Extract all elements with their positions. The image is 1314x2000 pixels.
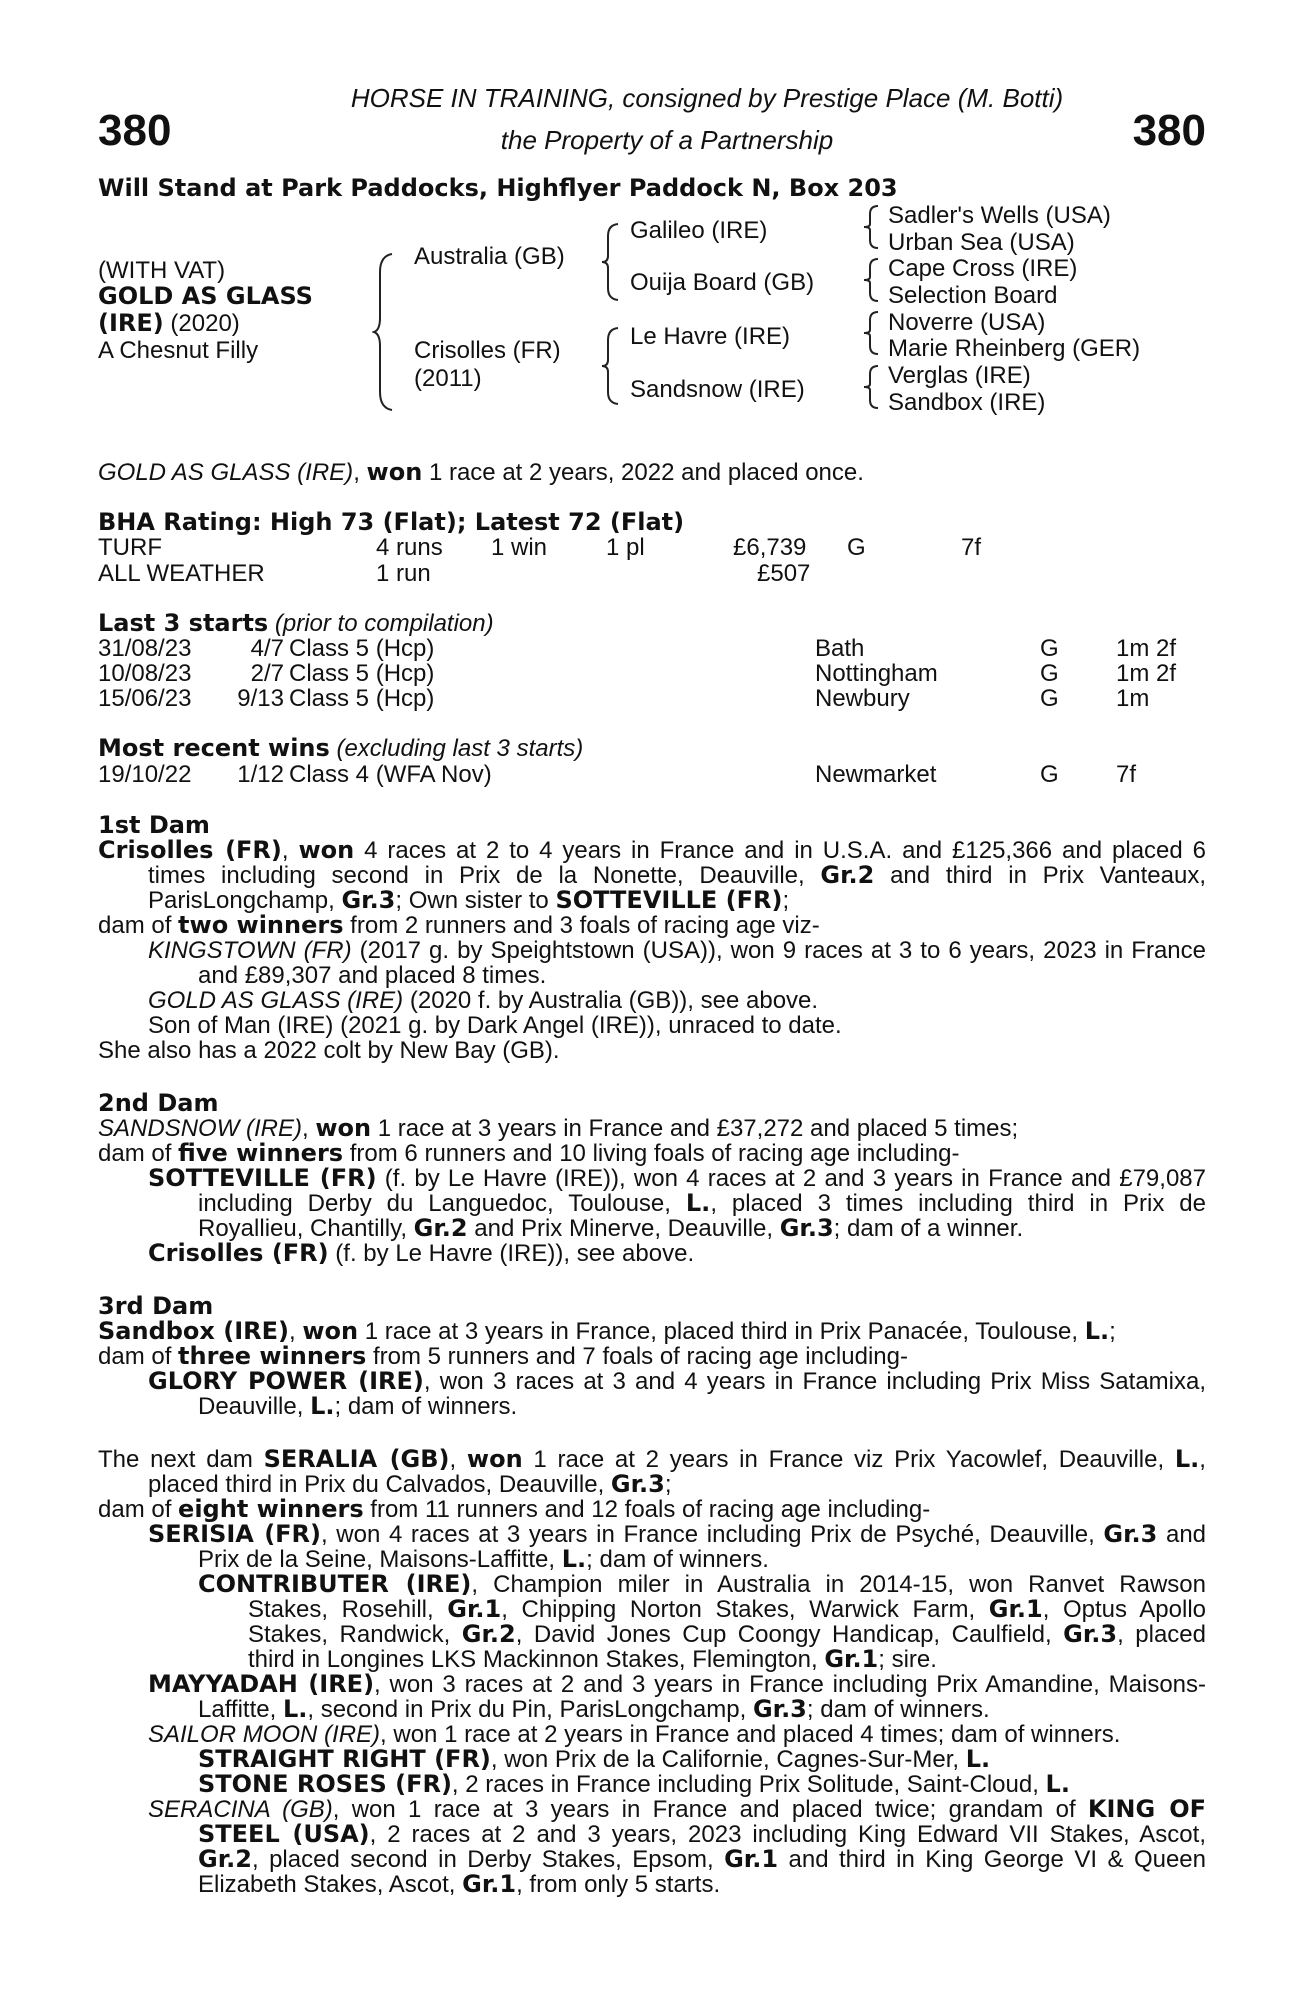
pedigree-dam-sire: Le Havre (IRE) <box>630 323 791 350</box>
rating-heading: BHA Rating: High 73 (Flat); Latest 72 (Flat) <box>98 508 685 536</box>
first-dam-foal-note: She also has a 2022 colt by New Bay (GB). <box>98 1037 560 1064</box>
first-dam-produce-summary: dam of two winners from 2 runners and 3 foals of racing age viz- <box>98 911 820 939</box>
next-dam-section <box>98 1447 1206 1897</box>
produce-serisia: SERISIA (FR), won 4 races at 3 years in France including Prix de Psyché, Deauville, Gr.3 and Prix de la Seine, Maisons-Laffitte, L.; dam of winners. <box>148 1520 1207 1573</box>
pedigree-dam-year: (2011) <box>414 365 482 392</box>
pedigree-sire: Australia (GB) <box>414 243 565 270</box>
first-dam-record: Crisolles (FR), won 4 races at 2 to 4 years in France and in U.S.A. and £125,366 and placed 6 times including second in Prix de la Nonette, Deauville, Gr.2 and third in Prix Vanteaux, ParisLongchamp, Gr.3; Own sister to SOTTEVILLE (FR); <box>98 836 1206 914</box>
pedigree-brace-g2 <box>862 257 880 303</box>
pedigree-g5: Noverre (USA) <box>888 309 1046 336</box>
pedigree-brace-g4 <box>862 364 880 410</box>
pedigree-brace-main <box>372 252 394 412</box>
third-dam-record: Sandbox (IRE), won 1 race at 3 years in France, placed third in Prix Panacée, Toulouse, L.; <box>98 1317 1116 1345</box>
horse-description: A Chesnut Filly <box>98 337 259 364</box>
produce-sailor-moon: SAILOR MOON (IRE), won 1 race at 2 years in France and placed 4 times; dam of winners. <box>148 1721 1121 1748</box>
first-dam-section <box>98 813 1206 1063</box>
sale-title: HORSE IN TRAINING, consigned by Prestige Place (M. Botti) <box>350 83 1064 113</box>
pedigree-dam-dam: Sandsnow (IRE) <box>630 376 805 403</box>
next-dam-produce-summary: dam of eight winners from 11 runners and 12 foals of racing age including- <box>98 1495 931 1523</box>
produce-stone-roses: STONE ROSES (FR), 2 races in France including Prix Solitude, Saint-Cloud, L. <box>198 1770 1070 1798</box>
pedigree-g4: Selection Board <box>888 282 1058 309</box>
stable-location: Will Stand at Park Paddocks, Highflyer Paddock N, Box 203 <box>98 174 898 202</box>
second-dam-record: SANDSNOW (IRE), won 1 race at 3 years in France and £37,272 and placed 5 times; <box>98 1114 1019 1142</box>
pedigree-g6: Marie Rheinberg (GER) <box>888 335 1141 362</box>
second-dam-produce-summary: dam of five winners from 6 runners and 10 living foals of racing age including- <box>98 1139 960 1167</box>
lot-number-right: 380 <box>1132 106 1206 155</box>
produce-seracina: SERACINA (GB), won 1 race at 3 years in France and placed twice; grandam of KING OF STEEL (USA), 2 races at 2 and 3 years, 2023 including King Edward VII Stakes, Ascot, Gr.2, placed second in Derby Stakes, Epsom, Gr.1 and third in King George VI & Queen Elizabeth Stakes, Ascot, Gr.1, from only 5 starts. <box>148 1795 1206 1898</box>
lot-number-left: 380 <box>98 106 172 155</box>
third-dam-section <box>98 1294 1206 1419</box>
pedigree-brace-g3 <box>862 310 880 356</box>
pedigree-g8: Sandbox (IRE) <box>888 389 1046 416</box>
pedigree-g2: Urban Sea (USA) <box>888 229 1075 256</box>
pedigree-brace-g1 <box>862 204 880 250</box>
third-dam-heading: 3rd Dam <box>98 1292 214 1320</box>
produce-mayyadah: MAYYADAH (IRE), won 3 races at 2 and 3 years in France including Prix Amandine, Maisons-Laffitte, L., second in Prix du Pin, ParisLongchamp, Gr.3; dam of winners. <box>148 1670 1207 1723</box>
second-dam-section <box>98 1091 1206 1266</box>
ownership-line: the Property of a Partnership <box>500 125 834 155</box>
pedigree-brace-sire <box>600 222 620 302</box>
pedigree-g1: Sadler's Wells (USA) <box>888 202 1111 229</box>
produce-contributer: CONTRIBUTER (IRE), Champion miler in Australia in 2014-15, won Ranvet Rawson Stakes, Rosehill, Gr.1, Chipping Norton Stakes, Warwick Farm, Gr.1, Optus Apollo Stakes, Randwick, Gr.2, David Jones Cup Coongy Handicap, Caulfield, Gr.3, placed third in Longines LKS Mackinnon Stakes, Flemington, Gr.1; sire. <box>198 1570 1207 1673</box>
pedigree-g3: Cape Cross (IRE) <box>888 255 1078 282</box>
pedigree-g7: Verglas (IRE) <box>888 362 1031 389</box>
produce-crisolles: Crisolles (FR) (f. by Le Havre (IRE)), see above. <box>148 1239 695 1267</box>
pedigree-dam: Crisolles (FR) <box>414 337 561 364</box>
produce-kingstown: KINGSTOWN (FR) (2017 g. by Speightstown (USA)), won 9 races at 3 to 6 years, 2023 in France and £89,307 and placed 8 times. <box>148 937 1206 989</box>
horse-name-suffix: (IRE) (2020) <box>98 309 240 337</box>
pedigree-brace-dam <box>600 326 620 406</box>
first-dam-heading: 1st Dam <box>98 811 210 839</box>
horse-name: GOLD AS GLASS <box>98 282 313 310</box>
produce-straight-right: STRAIGHT RIGHT (FR), won Prix de la Californie, Cagnes-Sur-Mer, L. <box>198 1745 991 1773</box>
race-summary: GOLD AS GLASS (IRE), won 1 race at 2 years, 2022 and placed once. <box>98 458 864 486</box>
produce-gold-as-glass: GOLD AS GLASS (IRE) (2020 f. by Australia (GB)), see above. <box>148 987 819 1014</box>
third-dam-produce-summary: dam of three winners from 5 runners and 7 foals of racing age including- <box>98 1342 908 1370</box>
produce-son-of-man: Son of Man (IRE) (2021 g. by Dark Angel (IRE)), unraced to date. <box>148 1012 842 1039</box>
produce-sotteville: SOTTEVILLE (FR) (f. by Le Havre (IRE)), won 4 races at 2 and 3 years in France and £79,087 including Derby du Languedoc, Toulouse, L., placed 3 times including third in Prix de Royallieu, Chantilly, Gr.2 and Prix Minerve, Deauville, Gr.3; dam of a winner. <box>148 1164 1206 1242</box>
recent-wins-heading: Most recent wins (excluding last 3 starts) <box>98 734 584 762</box>
produce-glory-power: GLORY POWER (IRE), won 3 races at 3 and 4 years in France including Prix Miss Satamixa, Deauville, L.; dam of winners. <box>148 1367 1207 1420</box>
second-dam-heading: 2nd Dam <box>98 1089 219 1117</box>
pedigree-sire-dam: Ouija Board (GB) <box>630 269 815 296</box>
vat-note: (WITH VAT) <box>98 257 226 284</box>
next-dam-record: The next dam SERALIA (GB), won 1 race at 2 years in France viz Prix Yacowlef, Deauville, L., placed third in Prix du Calvados, Deauville, Gr.3; <box>98 1445 1206 1498</box>
pedigree-sire-sire: Galileo (IRE) <box>630 217 768 244</box>
last3-heading: Last 3 starts (prior to compilation) <box>98 609 494 637</box>
